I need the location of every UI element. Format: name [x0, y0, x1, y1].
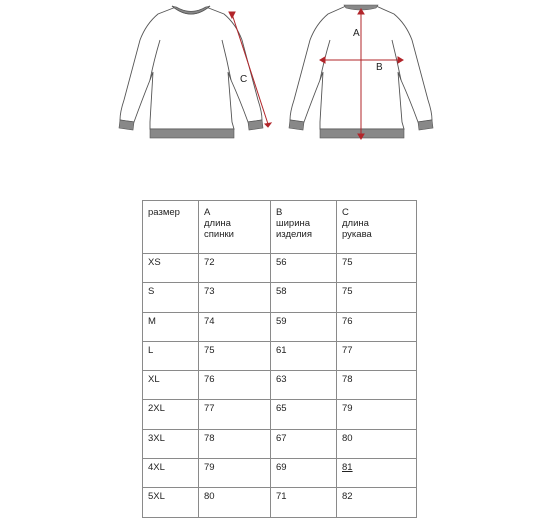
size-cell: 2XL [143, 400, 199, 429]
header-line: C [342, 207, 349, 218]
table-row [143, 312, 417, 341]
measurement-cell: 77 [199, 400, 271, 429]
header-line: размер [148, 207, 180, 218]
size-cell: XS [143, 254, 199, 283]
sleeve-measure-line [229, 12, 271, 127]
size-chart-table [142, 200, 417, 518]
measurement-cell: 71 [271, 488, 337, 517]
measurement-cell: 69 [271, 459, 337, 488]
table-header-cell [143, 201, 199, 254]
table-row [143, 459, 417, 488]
measurement-cell: 78 [337, 371, 417, 400]
measurement-cell: 82 [337, 488, 417, 517]
header-line: A [204, 207, 211, 218]
measurement-cell: 59 [271, 312, 337, 341]
table-header-cell [337, 201, 417, 254]
header-line: длина [204, 218, 231, 229]
measurement-cell: 76 [337, 312, 417, 341]
measurement-cell: 79 [337, 400, 417, 429]
header-line: длина [342, 218, 369, 229]
measurement-cell: 80 [337, 429, 417, 458]
measurement-cell: 75 [199, 341, 271, 370]
table-header-cell [271, 201, 337, 254]
size-cell: 4XL [143, 459, 199, 488]
header-line: ширина [276, 218, 311, 229]
measurement-cell: 75 [337, 283, 417, 312]
measurement-cell: 78 [199, 429, 271, 458]
measurement-cell: 58 [271, 283, 337, 312]
measurement-cell: 61 [271, 341, 337, 370]
header-line: рукава [342, 229, 372, 240]
size-cell: 5XL [143, 488, 199, 517]
size-cell: 3XL [143, 429, 199, 458]
measurement-cell: 65 [271, 400, 337, 429]
measurement-cell: 74 [199, 312, 271, 341]
label-a: A [353, 28, 360, 39]
table-row [143, 371, 417, 400]
label-b: B [376, 62, 383, 73]
table-row [143, 400, 417, 429]
measurement-cell: 63 [271, 371, 337, 400]
table-row [143, 254, 417, 283]
sweatshirt-front-view [120, 6, 262, 129]
header-line: спинки [204, 229, 234, 240]
measurement-cell: 72 [199, 254, 271, 283]
measurement-cell: 75 [337, 254, 417, 283]
measurement-cell: 79 [199, 459, 271, 488]
measurement-cell: 81 [337, 459, 417, 488]
front-ribbing [119, 6, 263, 138]
measurement-cell: 77 [337, 341, 417, 370]
header-line: B [276, 207, 283, 218]
measurement-cell: 56 [271, 254, 337, 283]
measurement-cell: 67 [271, 429, 337, 458]
measurement-cell: 73 [199, 283, 271, 312]
table-row [143, 488, 417, 517]
table-header-row [143, 201, 417, 254]
size-cell: M [143, 312, 199, 341]
measurement-cell: 76 [199, 371, 271, 400]
size-cell: XL [143, 371, 199, 400]
measurement-cell: 80 [199, 488, 271, 517]
table-row [143, 429, 417, 458]
size-cell: L [143, 341, 199, 370]
label-c: C [240, 74, 248, 85]
table-header-cell [199, 201, 271, 254]
table-row [143, 283, 417, 312]
table-row [143, 341, 417, 370]
header-line: изделия [276, 229, 312, 240]
garment-drawing [0, 0, 560, 160]
size-cell: S [143, 283, 199, 312]
